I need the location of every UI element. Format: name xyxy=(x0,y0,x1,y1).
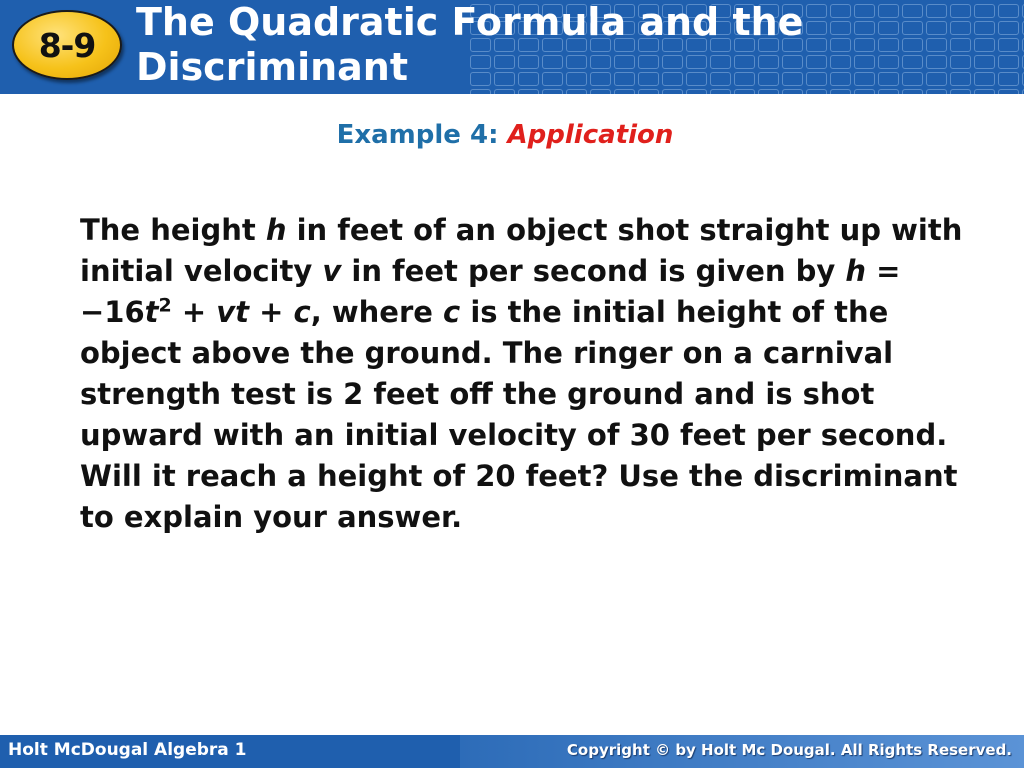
variable-h: h xyxy=(845,254,867,288)
problem-text xyxy=(80,210,985,538)
example-topic: Application xyxy=(507,120,674,150)
text-run: is the initial height of the object above the ground. The ringer on a carnival strength test is 2 feet off the ground and is shot upward with an initial velocity of 30 feet per second. Will it reach a height of 20 feet? Use the discriminant to explain your answer. xyxy=(80,295,958,534)
text-run: + xyxy=(171,295,217,329)
variable-vt: vt xyxy=(216,295,250,329)
variable-c: c xyxy=(293,295,311,329)
variable-t: t xyxy=(144,295,159,329)
exponent: 2 xyxy=(158,294,172,317)
header-bar xyxy=(0,0,1024,94)
footer-book-title: Holt McDougal Algebra 1 xyxy=(8,740,247,760)
text-run: in feet of an object shot straight up with initial velocity xyxy=(80,213,963,288)
footer-copyright-panel xyxy=(460,735,1024,768)
text-run: The height xyxy=(80,213,266,247)
lesson-badge xyxy=(12,10,122,80)
text-run: , where xyxy=(310,295,444,329)
variable-h: h xyxy=(265,213,287,247)
copyright-notice: Copyright © by Holt Mc Dougal. All Rights Reserved. xyxy=(566,741,1012,759)
text-run: in feet per second is given by xyxy=(341,254,846,288)
variable-v: v xyxy=(322,254,342,288)
variable-c: c xyxy=(443,295,461,329)
example-heading xyxy=(0,120,1010,150)
text-run: + xyxy=(249,295,294,329)
text-run: = −16 xyxy=(80,254,901,329)
slide-title: The Quadratic Formula and the Discriminant xyxy=(136,0,804,89)
lesson-number: 8-9 xyxy=(38,25,96,65)
example-label: Example 4: xyxy=(336,120,499,150)
footer-bar xyxy=(0,735,1024,768)
